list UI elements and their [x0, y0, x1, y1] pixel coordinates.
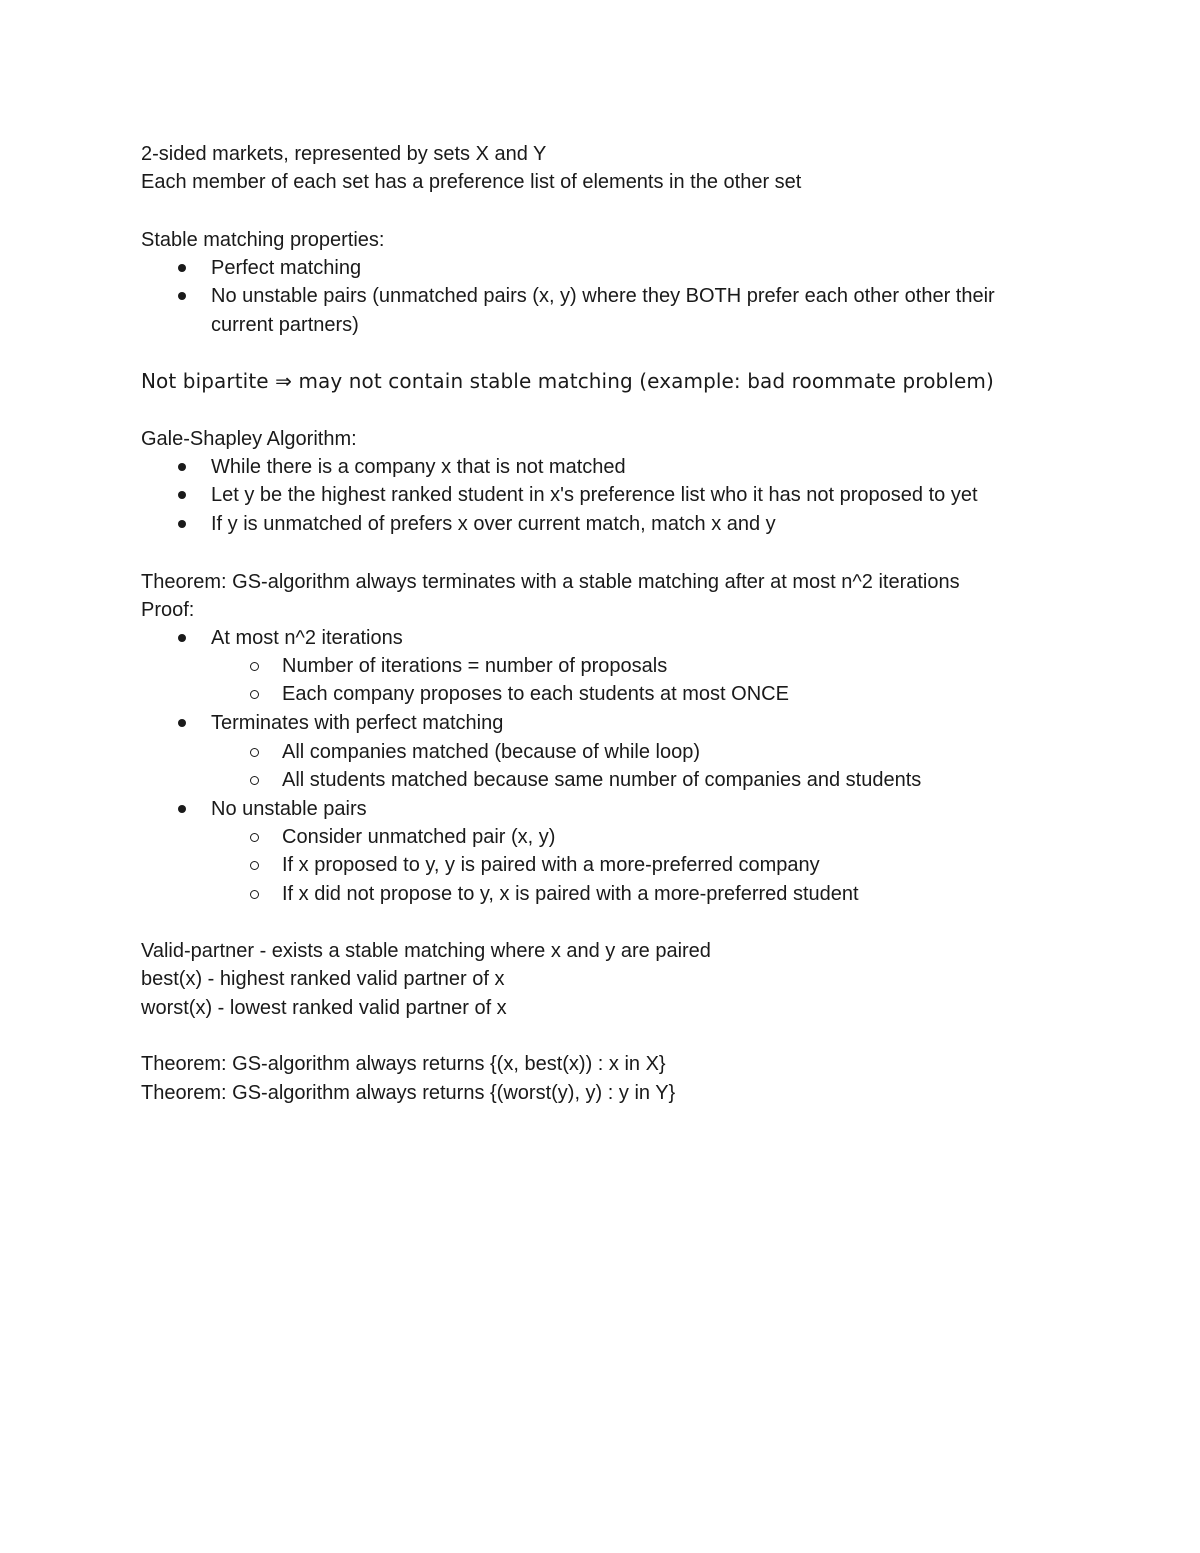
- bullet-disc-icon: [178, 634, 186, 642]
- bullet-disc-icon: [178, 491, 186, 499]
- bullet-disc-icon: [178, 805, 186, 813]
- definition-valid-partner: Valid-partner - exists a stable matching where x and y are paired: [141, 940, 711, 962]
- gs-step-3: If y is unmatched of prefers x over current match, match x and y: [211, 513, 776, 535]
- bullet-circle-icon: [250, 861, 259, 870]
- proof-point-perfect: Terminates with perfect matching: [211, 712, 504, 734]
- proof-sub-point: If x did not propose to y, x is paired with a more-preferred student: [282, 883, 859, 905]
- proof-sub-point: Each company proposes to each students at most ONCE: [282, 683, 789, 705]
- proof-sub-point: All students matched because same number of companies and students: [282, 769, 922, 791]
- theorem-1-statement: Theorem: GS-algorithm always terminates with a stable matching after at most n^2 iterations: [141, 571, 960, 593]
- proof-sub-point: Number of iterations = number of proposals: [282, 655, 668, 677]
- bullet-circle-icon: [250, 748, 259, 757]
- stable-item-perfect: Perfect matching: [211, 257, 362, 279]
- stable-item-unstable-cont: current partners): [211, 314, 359, 336]
- definition-best: best(x) - highest ranked valid partner of x: [141, 968, 505, 990]
- definition-worst: worst(x) - lowest ranked valid partner of x: [141, 997, 507, 1019]
- gs-step-1: While there is a company x that is not matched: [211, 456, 626, 478]
- bullet-disc-icon: [178, 719, 186, 727]
- bipartite-note: Not bipartite ⇒ may not contain stable matching (example: bad roommate problem): [141, 369, 994, 393]
- theorem-worst: Theorem: GS-algorithm always returns {(worst(y), y) : y in Y}: [141, 1082, 676, 1104]
- bullet-disc-icon: [178, 292, 186, 300]
- gs-step-2: Let y be the highest ranked student in x's preference list who it has not proposed to yet: [211, 484, 978, 506]
- proof-sub-point: Consider unmatched pair (x, y): [282, 826, 556, 848]
- bullet-circle-icon: [250, 662, 259, 671]
- intro-line-1: 2-sided markets, represented by sets X and Y: [141, 143, 547, 165]
- proof-sub-point: All companies matched (because of while loop): [282, 741, 700, 763]
- stable-heading: Stable matching properties:: [141, 229, 385, 251]
- bullet-disc-icon: [178, 520, 186, 528]
- gs-heading: Gale-Shapley Algorithm:: [141, 428, 357, 450]
- proof-sub-point: If x proposed to y, y is paired with a more-preferred company: [282, 854, 820, 876]
- intro-line-2: Each member of each set has a preference list of elements in the other set: [141, 171, 802, 193]
- proof-point-iterations: At most n^2 iterations: [211, 627, 403, 649]
- proof-label: Proof:: [141, 599, 195, 621]
- bullet-disc-icon: [178, 463, 186, 471]
- bullet-circle-icon: [250, 890, 259, 899]
- theorem-best: Theorem: GS-algorithm always returns {(x, best(x)) : x in X}: [141, 1053, 666, 1075]
- proof-point-unstable: No unstable pairs: [211, 798, 367, 820]
- bullet-disc-icon: [178, 264, 186, 272]
- bullet-circle-icon: [250, 833, 259, 842]
- bullet-circle-icon: [250, 690, 259, 699]
- stable-item-unstable: No unstable pairs (unmatched pairs (x, y) where they BOTH prefer each other other their: [211, 285, 995, 307]
- bullet-circle-icon: [250, 776, 259, 785]
